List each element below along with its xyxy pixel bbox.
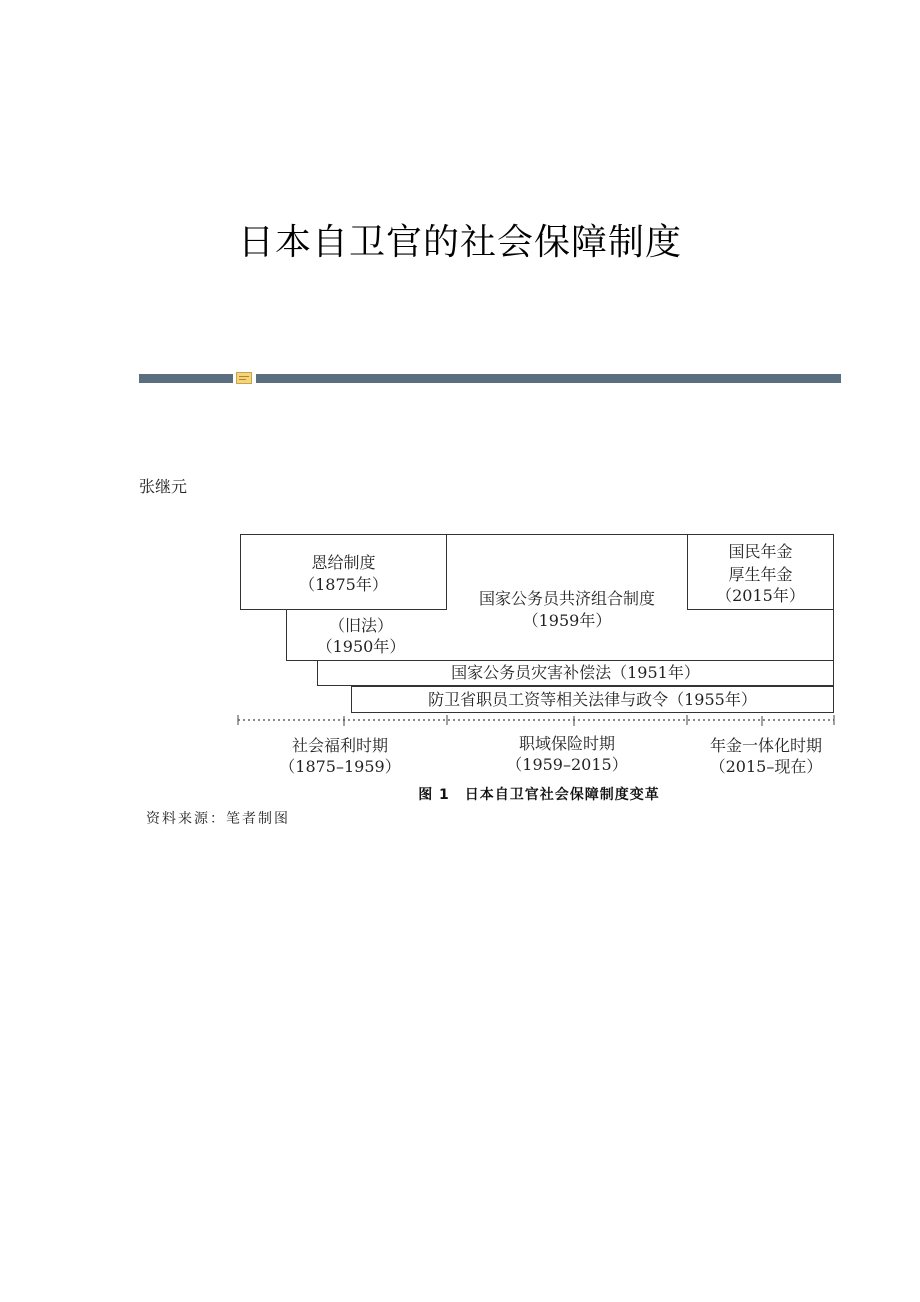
header-rule-right [256,374,841,383]
envelope-icon [236,372,252,384]
boei-law-label: 防卫省职员工资等相关法律与政令（1955年） [428,690,757,709]
author-name: 张继元 [139,477,188,496]
period-2-name: 职域保险时期 [518,734,615,753]
header-rule-left [139,374,233,383]
period-3-range: （2015–现在） [709,757,823,776]
kokka-kyosai-name: 国家公务员共济组合制度 [478,589,655,608]
source-note: 资料来源：笔者制图 [146,811,290,827]
onkyu-year: （1875年） [299,575,388,594]
saigai-hosho-label: 国家公务员灾害补偿法（1951年） [451,663,700,682]
period-1-range: （1875–1959） [279,757,401,776]
onkyu-name: 恩给制度 [311,553,376,572]
kokumin-nenkin-line1: 国民年金 [728,542,793,561]
document-title: 日本自卫官的社会保障制度 [237,222,682,263]
kokumin-nenkin-line2: 厚生年金 [728,565,793,584]
figure-caption: 图 1 日本自卫官社会保障制度变革 [418,787,660,803]
period-2-range: （1959–2015） [506,755,628,774]
period-3-name: 年金一体化时期 [709,736,822,755]
kokka-kyosai-year: （1959年） [522,611,612,630]
system-evolution-diagram [234,522,844,814]
period-1-name: 社会福利时期 [291,736,388,755]
kyuho-year: （1950年） [316,637,406,656]
timeline-axis [234,710,844,734]
kyuho-name: （旧法） [328,616,393,635]
kokumin-nenkin-year: （2015年） [716,586,805,605]
